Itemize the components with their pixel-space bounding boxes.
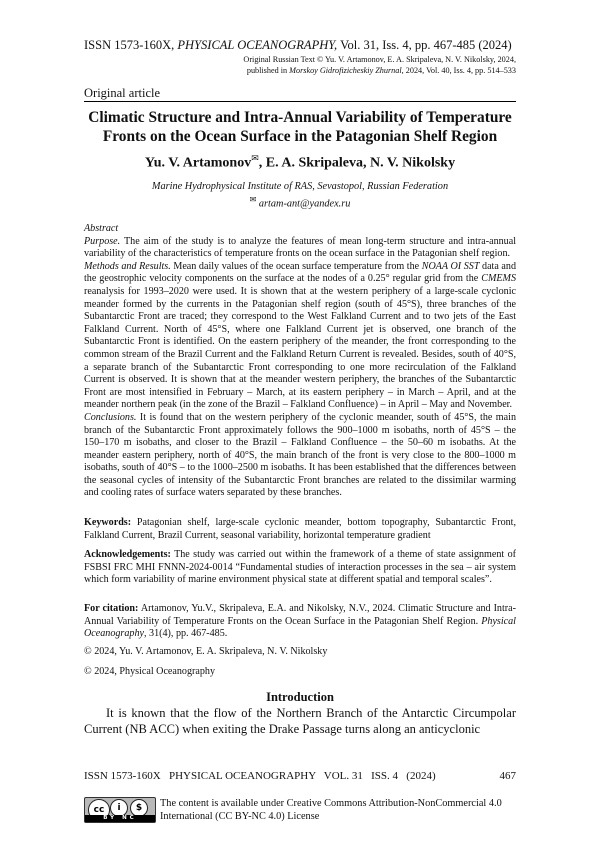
keywords-label: Keywords: — [84, 517, 132, 528]
article-title: Climatic Structure and Intra-Annual Variability of Temperature Fronts on the Ocean Surface in the Patagonian Shelf Region — [88, 109, 512, 145]
noaa-dataset: NOAA OI SST — [421, 260, 480, 272]
abstract-heading: Abstract — [84, 223, 119, 234]
published-in-line — [84, 65, 516, 76]
institute-name: Marine Hydrophysical Institute of RAS, Sevastopol, Russian Federation — [151, 181, 449, 192]
citation-journal: Physical Oceanography — [84, 615, 516, 640]
affiliation — [84, 180, 516, 210]
introduction-heading: Introduction — [266, 690, 334, 704]
header-divider — [84, 101, 516, 102]
citation-label: For citation: — [84, 603, 139, 614]
abstract-methods — [84, 261, 516, 412]
page-footer — [84, 770, 516, 782]
citation — [84, 603, 516, 641]
abstract-purpose — [84, 236, 516, 261]
keywords — [84, 517, 516, 542]
abstract-conclusions — [84, 412, 516, 500]
published-suffix: , 2024, Vol. 40, Iss. 4, pp. 514–533 — [401, 66, 516, 75]
first-author: Yu. V. Artamonov — [144, 155, 252, 171]
abstract — [84, 223, 516, 500]
original-text-note — [84, 54, 516, 76]
journal-name: PHYSICAL OCEANOGRAPHY, — [177, 38, 338, 52]
author-list — [84, 153, 516, 172]
article-type: Original article — [84, 86, 161, 100]
purpose-label: Purpose. — [84, 235, 121, 247]
acknowledgements-text: The study was carried out within the framework of a theme of state assignment of FSBSI FRC MHI FNNN-2024-0014 “Fundamental studies of interaction processes in the sea – air system which form variability of marine environment physical state at different spatial and temporal scales”. — [84, 549, 516, 586]
methods-label: Methods and Results. — [84, 260, 171, 272]
cc-logo-icon: cc — [88, 799, 110, 821]
badge-label: BY NC — [85, 815, 155, 822]
published-journal: Morskoy Gidrofizicheskiy Zhurnal — [289, 66, 402, 75]
published-prefix: published in — [246, 66, 288, 75]
acknowledgements-label: Acknowledgements: — [84, 549, 171, 560]
keywords-text: Patagonian shelf, large-scale cyclonic meander, bottom topography, Subantarctic Front, Falkland Current, Brazil Current, seasonal variability, horizontal temperature gradient — [84, 517, 516, 541]
introduction-text: It is known that the flow of the Northern Branch of the Antarctic Circumpolar Current (NB ACC) when exiting the Drake Passage turns along an anticyclonic — [84, 706, 516, 736]
methods-text-2: data and the geostrophic velocity components on the surface at the nodes of a 0.25° regular grid from the — [84, 260, 516, 285]
acknowledgements — [84, 549, 516, 587]
issn-volume: Vol. 31, Iss. 4, pp. 467-485 (2024) — [340, 38, 512, 52]
license-text: The content is available under Creative Commons Attribution-NonCommercial 4.0 International (CC BY-NC 4.0) License — [160, 798, 502, 822]
page-number: 467 — [499, 770, 516, 782]
purpose-text: The aim of the study is to analyze the features of mean long-term structure and intra-annual variability of the characteristics of temperature fronts on the ocean surface in the Patagonian shelf region. — [84, 235, 516, 260]
noncommercial-icon: $ — [130, 799, 148, 817]
methods-text-3: reanalysis for 1993–2020 were used. It is shown that at the western periphery of a large-scale cyclonic meander formed by the currents in the Patagonian shelf region (south of 45°S), three branches of the Subantarctic Front are traced; they correspond to the West Falkland Current and to two jets of the East Falkland Current. North of 45°S, where one Falkland Current jet is observed, one branch of the Subantarctic Front is identified. On the eastern periphery of the meander, the front corresponding to the common stream of the Brazil Current and the Falkland Return Current is revealed. Besides, south of 40°S, a separate branch of the Subantarctic Front corresponding to one more recirculation of the Falkland Current is observed. It is shown that at the meander western periphery, the branches of the Subantarctic Front are most intensified in February – March, at its eastern periphery – in March – April, and at the meander northern peak (in the zone of the Brazil – Falkland Confluence) – in April – May and November. — [84, 285, 516, 411]
email-line — [84, 193, 516, 210]
citation-text: Artamonov, Yu.V., Skripaleva, E.A. and Nikolsky, N.V., 2024. Climatic Structure and Intra-Annual Variability of Temperature Fronts on the Ocean Surface in the Patagonian Shelf Region. — [84, 603, 516, 627]
cmems-dataset: CMEMS — [481, 273, 516, 285]
mail-icon: ✉ — [251, 153, 259, 163]
journal-header — [84, 38, 516, 76]
journal-issn-line — [84, 38, 516, 53]
co-authors: , E. A. Skripaleva, N. V. Nikolsky — [258, 155, 456, 171]
cc-by-nc-badge-icon[interactable] — [84, 797, 156, 823]
conclusions-label: Conclusions. — [84, 411, 137, 423]
citation-tail: , 31(4), pp. 467-485. — [144, 628, 228, 640]
issn-prefix: ISSN 1573-160X, — [84, 38, 175, 52]
original-russian-text: Original Russian Text © Yu. V. Artamonov, E. A. Skripaleva, N. V. Nikolsky, 2024, — [243, 55, 516, 64]
attribution-icon: i — [110, 799, 128, 817]
conclusions-text: It is found that on the western periphery of the cyclonic meander, south of 45°S, the main branch of the Subantarctic Front approximately follows the 900–1000 m isobaths, north of 45°S – the 150–170 m isobaths, and closer to the Brazil – Falkland Confluence – the 50–60 m isobaths. At the meander eastern periphery, north of 40°S, the main branch of the front is very close to the 800–1000 m isobaths, south of 40°S – to the 1000–2500 m isobaths. It has been established that the differences between the seasonal cycles of intensity of the Subantarctic Front branches are related to the dissimilar warming and cooling rates of surface waters separated by these branches. — [84, 411, 516, 499]
methods-text-1: Mean daily values of the ocean surface temperature from the — [170, 260, 422, 272]
author-email[interactable]: artam-ant@yandex.ru — [258, 198, 351, 210]
copyright-journal: © 2024, Physical Oceanography — [84, 666, 216, 677]
footer-journal-info: ISSN 1573-160X PHYSICAL OCEANOGRAPHY VOL. 31 ISS. 4 (2024) — [84, 770, 436, 782]
copyright-authors: © 2024, Yu. V. Artamonov, E. A. Skripaleva, N. V. Nikolsky — [84, 646, 328, 657]
mail-icon: ✉ — [249, 195, 257, 204]
